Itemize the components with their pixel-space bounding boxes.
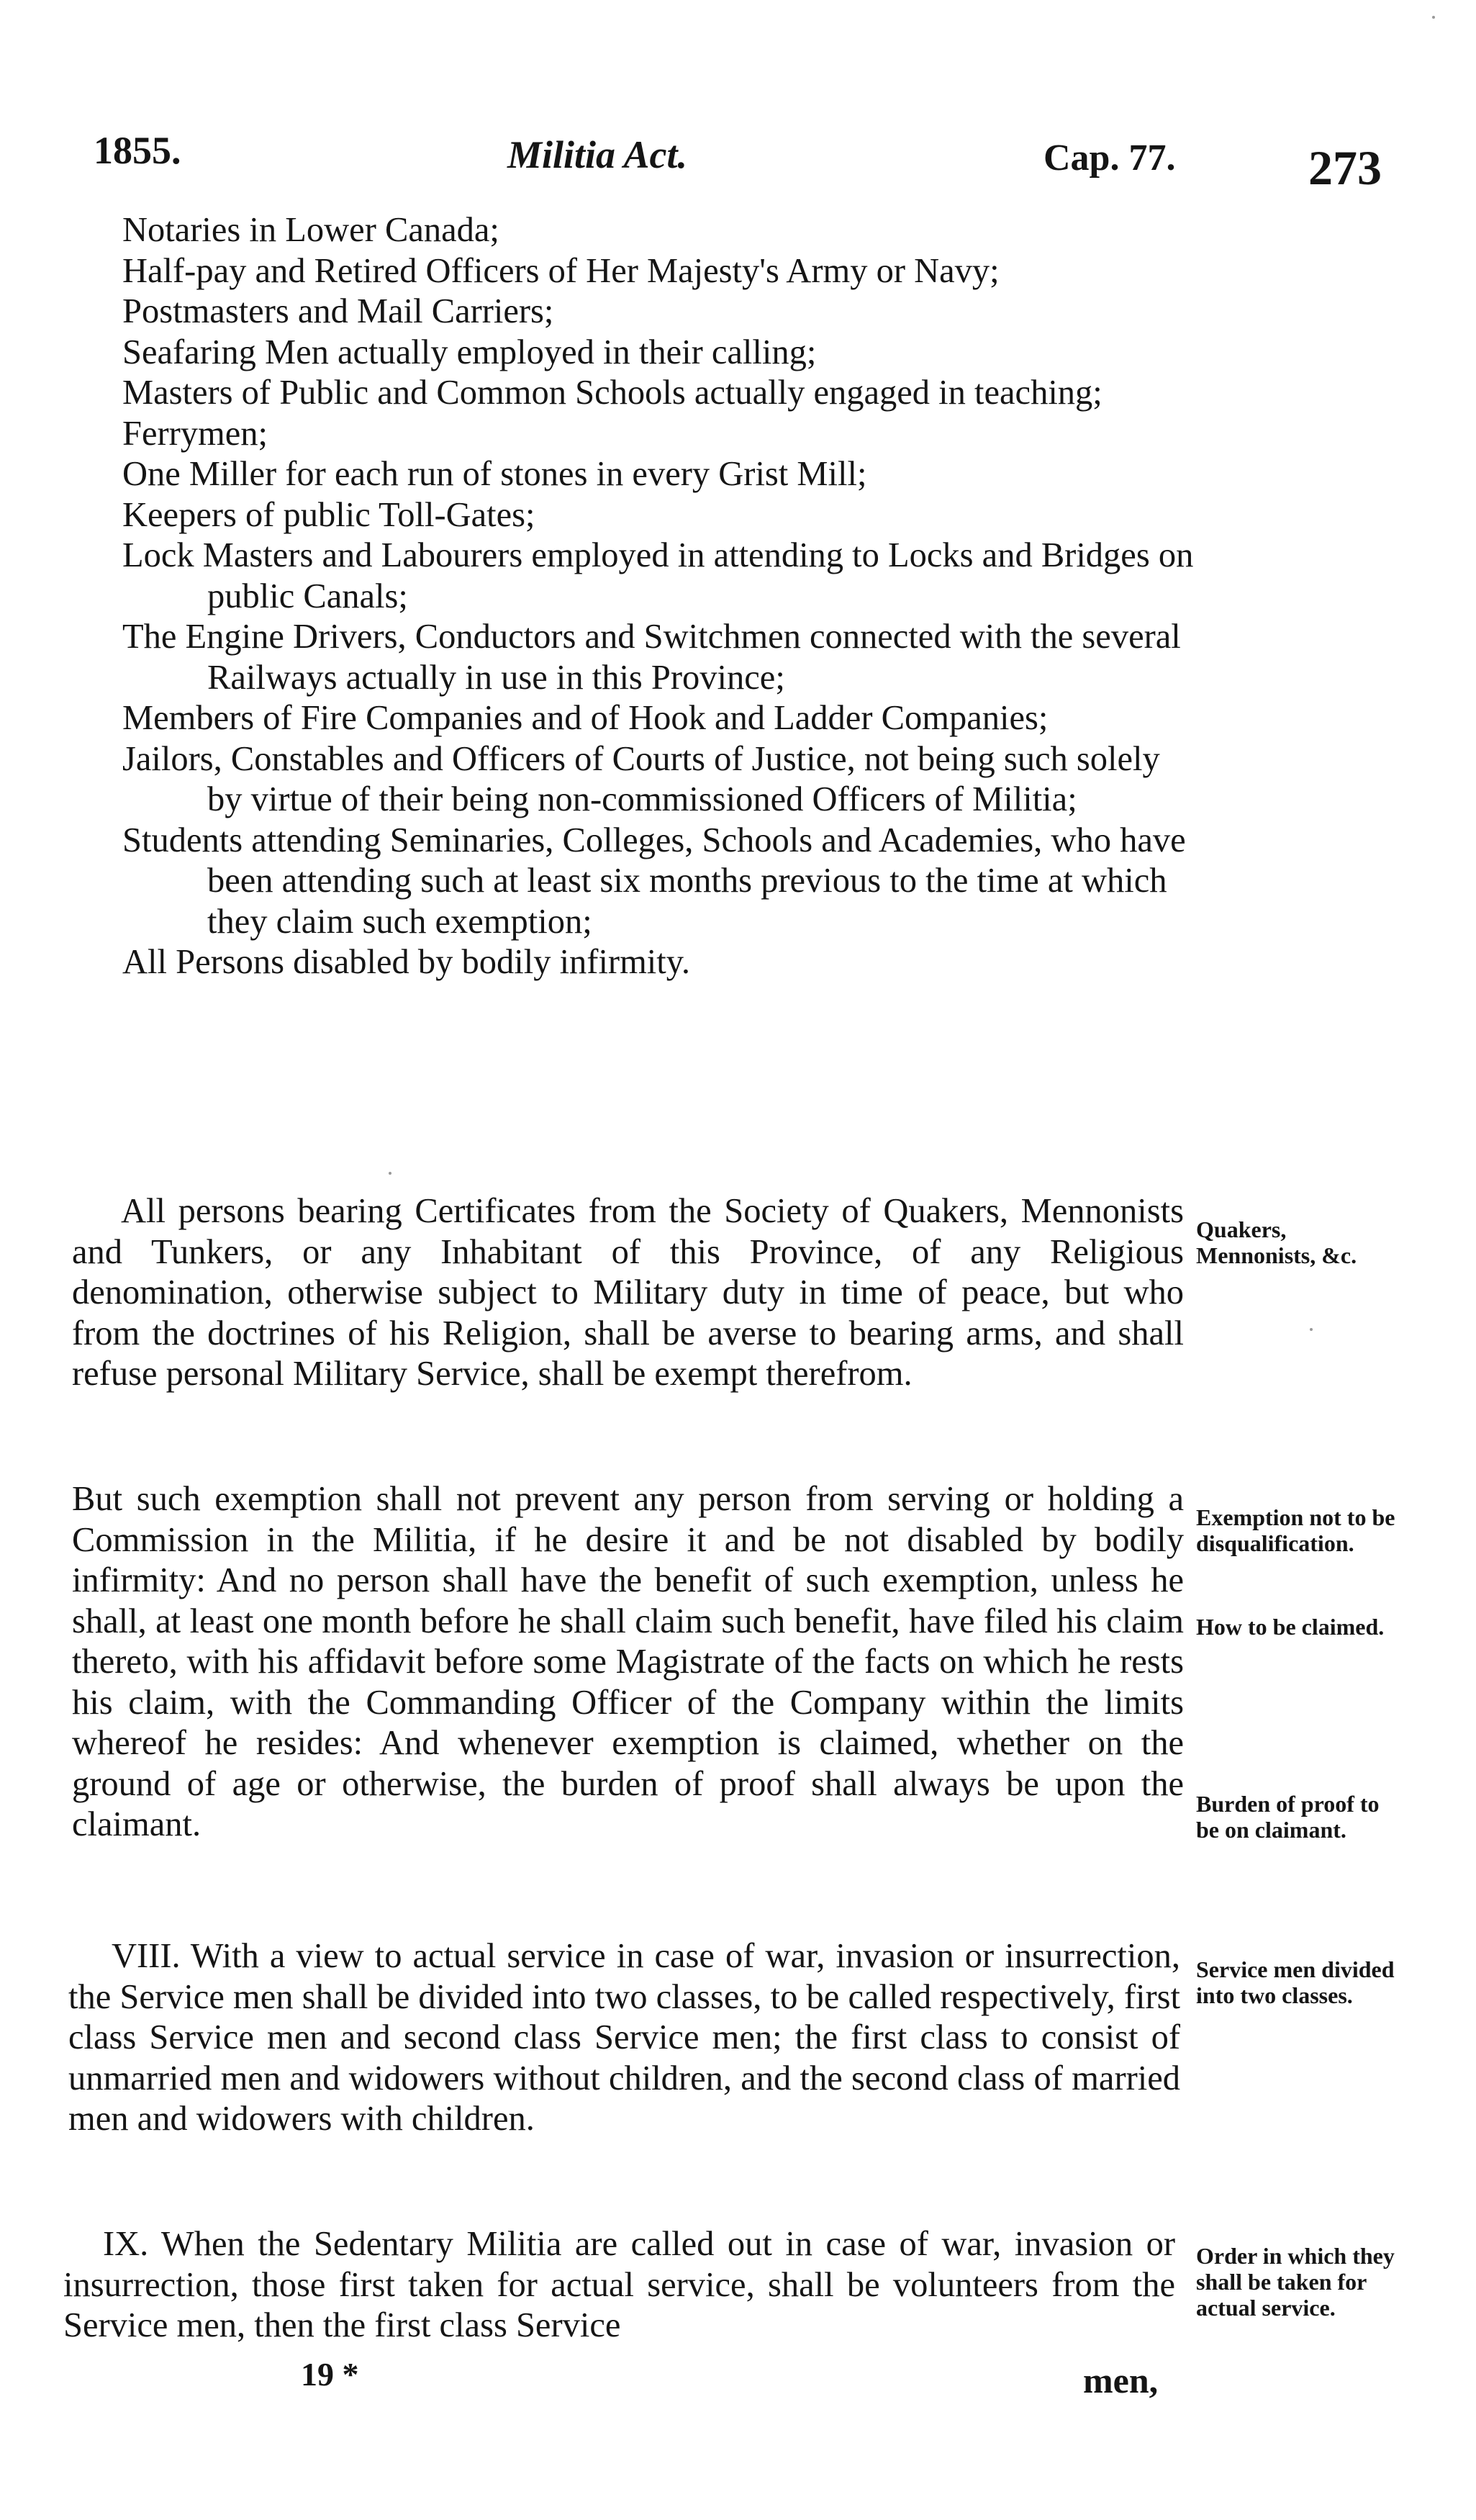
list-item: Half-pay and Retired Officers of Her Majesty's Army or Navy;	[122, 251, 1000, 290]
list-item: Notaries in Lower Canada;	[122, 211, 499, 249]
list-item: Masters of Public and Common Schools actually engaged in teaching;	[122, 374, 1103, 412]
list-item: The Engine Drivers, Conductors and Switchmen connected with the several Railways actually in use in this Province;	[122, 618, 1181, 697]
running-header	[0, 121, 1476, 195]
section-ix-paragraph	[63, 2224, 1175, 2347]
exemption-paragraph-text: But such exemption shall not prevent any person from serving or holding a Commission in the Militia, if he desire it and be not disabled by bodily infirmity: And no person shall have the benefit of such exemption, unless he shall, at least one month before he shall claim such benefit, have filed his claim thereto, with his affidavit before some Magistrate of the facts on which he rests his claim, with the Commanding Officer of the Company within the limits whereof he resides: And whenever exemption is claimed, whether on the ground of age or otherwise, the burden of proof shall always be upon the claimant.	[72, 1480, 1184, 1843]
list-item: Keepers of public Toll-Gates;	[122, 495, 535, 534]
header-year: 1855.	[94, 129, 181, 172]
list-item: Students attending Seminaries, Colleges, Schools and Academies, who have been attending such at least six months previous to the time at which they claim such exemption;	[122, 821, 1186, 941]
section-ix-text: IX. When the Sedentary Militia are called out in case of war, invasion or insurrection, those first taken for actual service, shall be volunteers from the Service men, then the first class Service	[63, 2225, 1175, 2344]
list-item: Seafaring Men actually employed in their calling;	[122, 333, 817, 371]
margin-note-order: Order in which they shall be taken for actual service.	[1196, 2243, 1395, 2321]
margin-note-how-claimed: How to be claimed.	[1196, 1614, 1385, 1640]
list-item: One Miller for each run of stones in every Grist Mill;	[122, 455, 867, 493]
paper-speck	[1432, 16, 1435, 19]
margin-note-exemption: Exemption not to be disqualification.	[1196, 1504, 1395, 1556]
signature-mark: 19 *	[301, 2356, 359, 2393]
margin-note-service-men: Service men divided into two classes.	[1196, 1956, 1395, 2008]
list-item: Postmasters and Mail Carriers;	[122, 292, 554, 330]
quakers-paragraph-text: All persons bearing Certificates from the Society of Quakers, Mennonists and Tunkers, or any Inhabitant of this Province, of any Religious denomination, otherwise subject to Military duty in time of peace, but who from the doctrines of his Religion, shall be averse to bearing arms, and shall refuse personal Military Service, shall be exempt therefrom.	[72, 1192, 1184, 1393]
list-item: Jailors, Constables and Officers of Courts of Justice, not being such solely by virtue of their being non-commissioned Officers of Militia;	[122, 739, 1160, 818]
quakers-paragraph	[72, 1191, 1184, 1395]
paper-speck	[1310, 1328, 1313, 1331]
section-viii-text: VIII. With a view to actual service in case of war, invasion or insurrection, the Service men shall be divided into two classes, to be called respectively, first class Service men and second class Service men; the first class to consist of unmarried men and widowers without children, and the second class of married men and widowers with children.	[68, 1937, 1180, 2138]
catchword: men,	[1083, 2360, 1159, 2401]
margin-note-quakers: Quakers, Mennonists, &c.	[1196, 1216, 1357, 1268]
page-footer	[0, 2355, 1476, 2406]
exemption-paragraph	[72, 1479, 1184, 1846]
header-chapter: Cap. 77.	[1043, 137, 1176, 179]
header-title: Militia Act.	[507, 133, 688, 176]
paper-speck	[389, 1172, 391, 1175]
list-item: Members of Fire Companies and of Hook and Ladder Companies;	[122, 699, 1049, 737]
list-item: Lock Masters and Labourers employed in attending to Locks and Bridges on public Canals;	[122, 536, 1194, 615]
margin-note-burden: Burden of proof to be on claimant.	[1196, 1791, 1380, 1843]
exemption-list	[122, 210, 1202, 983]
section-viii-paragraph	[68, 1936, 1180, 2140]
page-number: 273	[1308, 140, 1382, 195]
list-item: All Persons disabled by bodily infirmity.	[122, 943, 690, 981]
list-item: Ferrymen;	[122, 414, 268, 453]
